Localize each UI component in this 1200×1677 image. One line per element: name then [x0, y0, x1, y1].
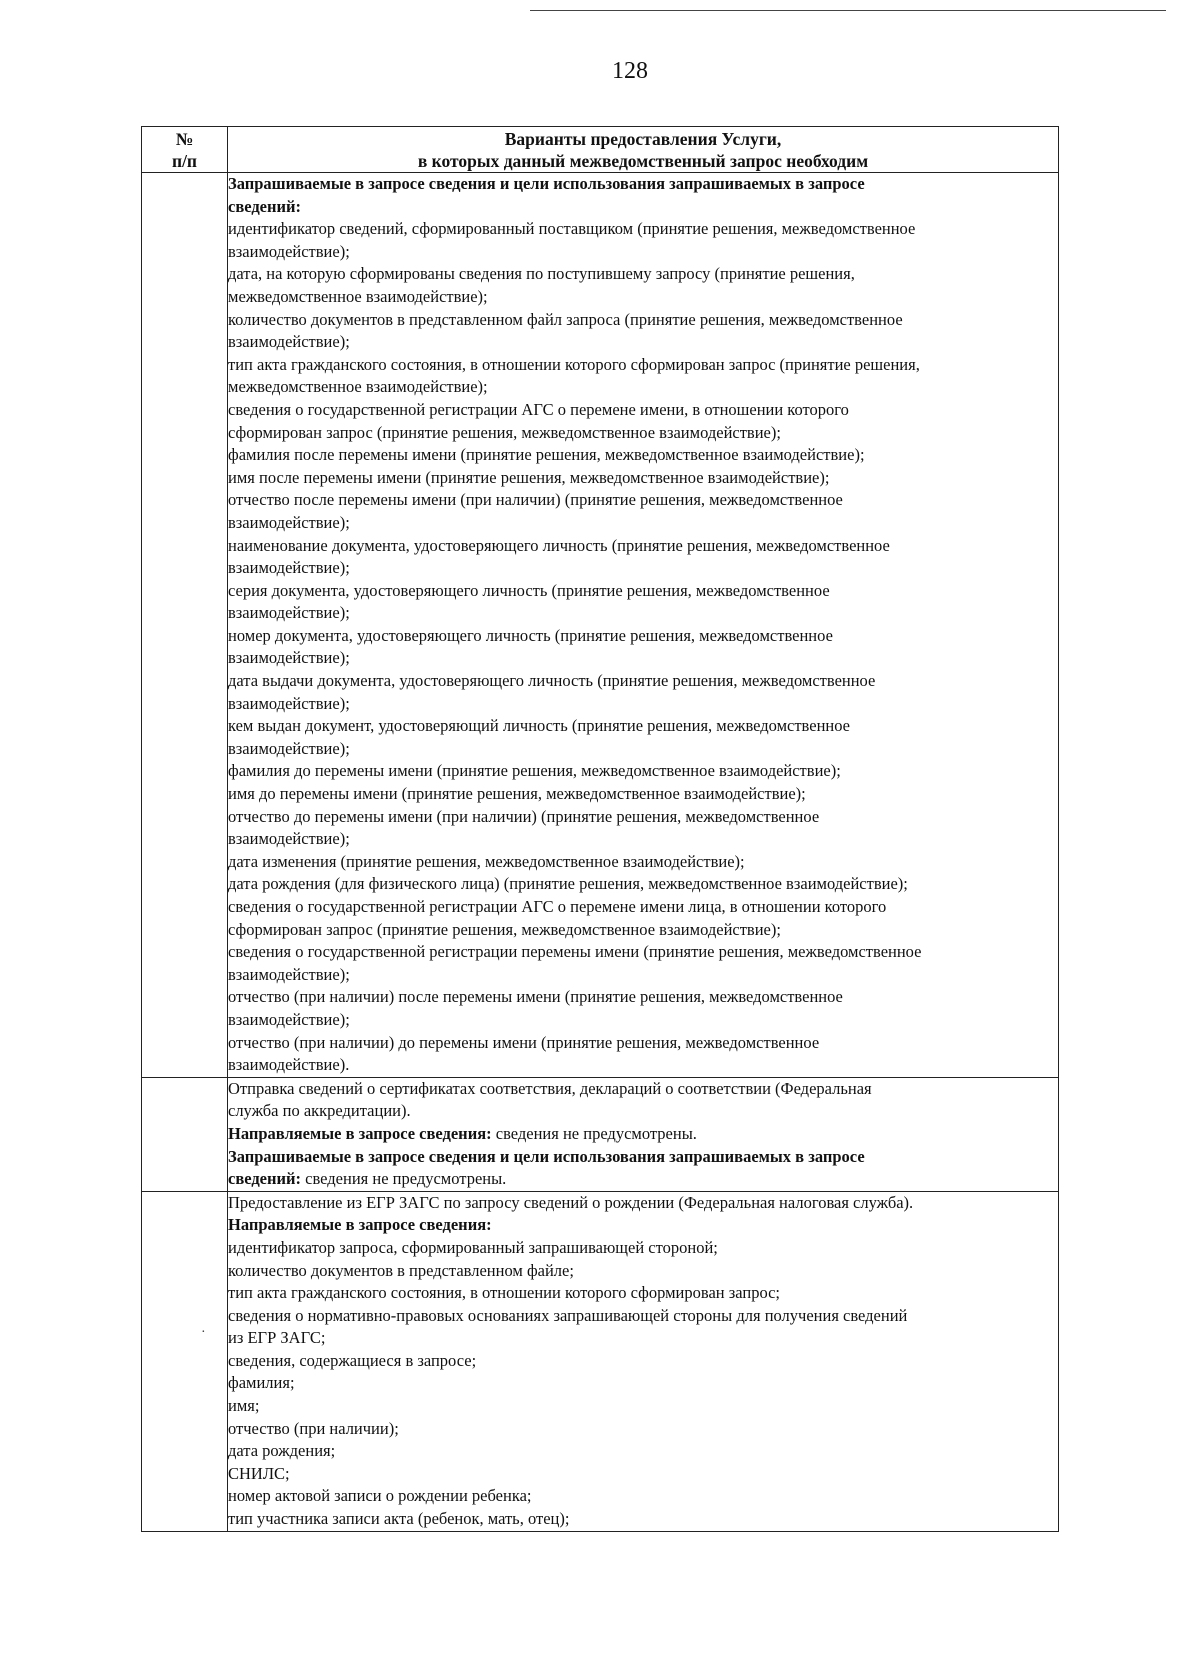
- text-line: [228, 602, 1058, 625]
- text-fragment: наименование документа, удостоверяющего личность (принятие решения, межведомственное: [228, 535, 890, 555]
- text-line: [228, 580, 1058, 603]
- top-rule: [530, 10, 1166, 11]
- text-line: [228, 625, 1058, 648]
- text-line: [228, 760, 1058, 783]
- table-header-row: [142, 127, 1059, 173]
- text-fragment: сведения о государственной регистрации перемены имени (принятие решения, межведомственное: [228, 942, 922, 962]
- text-line: [228, 1100, 1058, 1123]
- text-fragment: сведения о государственной регистрации АГС о перемене имени лица, в отношении которого: [228, 897, 887, 916]
- text-line: [228, 1237, 1058, 1260]
- stray-mark: ·: [201, 1325, 206, 1340]
- text-line: [228, 1054, 1058, 1077]
- text-fragment: взаимодействие);: [228, 603, 350, 623]
- text-line: [228, 309, 1058, 332]
- text-line: [228, 444, 1058, 467]
- text-fragment: отчество (при наличии);: [228, 1418, 399, 1438]
- text-fragment: количество документов в представленном файле;: [228, 1260, 574, 1280]
- header-number-label: п/п: [171, 151, 198, 171]
- header-variants-label: Варианты предоставления Услуги,: [504, 129, 782, 149]
- text-fragment: межведомственное взаимодействие);: [228, 377, 488, 397]
- text-line: [228, 241, 1058, 264]
- text-line: [228, 286, 1058, 309]
- text-line: [228, 263, 1058, 286]
- header-number-cell: [142, 127, 228, 173]
- text-line: [228, 489, 1058, 512]
- text-line: [228, 1214, 1058, 1237]
- text-line: [228, 1305, 1058, 1328]
- table-row: [142, 173, 1059, 1078]
- text-line: [228, 964, 1058, 987]
- text-fragment: взаимодействие);: [228, 558, 350, 578]
- text-line: [228, 919, 1058, 942]
- text-fragment: взаимодействие);: [228, 829, 350, 849]
- text-fragment: СНИЛС;: [228, 1463, 290, 1483]
- text-line: [228, 512, 1058, 535]
- text-line: [228, 331, 1058, 354]
- text-fragment: межведомственное взаимодействие);: [228, 286, 488, 306]
- text-line: [228, 851, 1058, 874]
- text-line: [228, 1350, 1058, 1373]
- text-line: [228, 1123, 1058, 1146]
- row-number-cell: [142, 1077, 228, 1191]
- row-number-cell: [142, 173, 228, 1078]
- text-line: [228, 670, 1058, 693]
- text-fragment: дата выдачи документа, удостоверяющего личность (принятие решения, межведомственное: [228, 671, 876, 691]
- text-line: [228, 873, 1058, 896]
- text-fragment: взаимодействие);: [228, 693, 350, 713]
- text-fragment: сформирован запрос (принятие решения, межведомственное взаимодействие);: [228, 919, 781, 939]
- text-fragment: служба по аккредитации).: [228, 1101, 411, 1121]
- bold-label: Запрашиваемые в запросе сведения и цели использования запрашиваемых в запросе: [228, 174, 865, 193]
- text-line: [228, 218, 1058, 241]
- bold-label: Направляемые в запросе сведения:: [228, 1123, 492, 1143]
- bold-label: Запрашиваемые в запросе сведения и цели использования запрашиваемых в запросе: [228, 1146, 865, 1166]
- text-line: [228, 806, 1058, 829]
- row-content-cell: [228, 1077, 1059, 1191]
- text-line: [228, 1192, 1058, 1215]
- text-line: [228, 422, 1058, 445]
- page-number: 128: [612, 58, 648, 84]
- text-line: [228, 1282, 1058, 1305]
- header-variants-cell: [228, 127, 1059, 173]
- text-fragment: имя;: [228, 1396, 260, 1416]
- text-fragment: взаимодействие);: [228, 648, 350, 668]
- text-fragment: тип акта гражданского состояния, в отношении которого сформирован запрос;: [228, 1283, 781, 1303]
- text-fragment: номер документа, удостоверяющего личность (принятие решения, межведомственное: [228, 625, 833, 645]
- text-line: [228, 828, 1058, 851]
- row-content-cell: [228, 173, 1059, 1078]
- text-fragment: взаимодействие);: [228, 241, 350, 261]
- text-fragment: идентификатор сведений, сформированный поставщиком (принятие решения, межведомственное: [228, 219, 916, 239]
- text-fragment: дата изменения (принятие решения, межведомственное взаимодействие);: [228, 851, 745, 871]
- text-fragment: отчество после перемены имени (при наличии) (принятие решения, межведомственное: [228, 490, 843, 510]
- text-fragment: взаимодействие).: [228, 1055, 350, 1075]
- text-line: [228, 376, 1058, 399]
- text-fragment: сведения о нормативно-правовых основаниях запрашивающей стороны для получения сведений: [228, 1305, 908, 1325]
- bold-label: сведений:: [228, 196, 302, 216]
- text-fragment: сведения не предусмотрены.: [301, 1169, 507, 1189]
- bold-label: Направляемые в запросе сведения:: [228, 1215, 492, 1235]
- text-line: [228, 1508, 1058, 1531]
- text-line: [228, 1485, 1058, 1508]
- document-table: [141, 126, 1059, 1532]
- text-fragment: дата рождения;: [228, 1441, 336, 1461]
- text-fragment: взаимодействие);: [228, 1009, 350, 1029]
- text-line: [228, 941, 1058, 964]
- text-fragment: тип участника записи акта (ребенок, мать, отец);: [228, 1509, 570, 1529]
- text-fragment: номер актовой записи о рождении ребенка;: [228, 1486, 532, 1506]
- text-line: [228, 196, 1058, 219]
- text-fragment: фамилия после перемены имени (принятие решения, межведомственное взаимодействие);: [228, 445, 865, 465]
- text-fragment: фамилия;: [228, 1373, 295, 1393]
- text-fragment: дата рождения (для физического лица) (принятие решения, межведомственное взаимодействие);: [228, 874, 908, 894]
- text-line: [228, 399, 1058, 422]
- text-fragment: тип акта гражданского состояния, в отношении которого сформирован запрос (принятие решения,: [228, 354, 920, 374]
- text-fragment: количество документов в представленном файл запроса (принятие решения, межведомственное: [228, 309, 903, 329]
- text-line: [228, 783, 1058, 806]
- text-fragment: сформирован запрос (принятие решения, межведомственное взаимодействие);: [228, 422, 781, 442]
- text-line: [228, 1146, 1058, 1169]
- text-fragment: сведения, содержащиеся в запросе;: [228, 1350, 477, 1370]
- table-row: [142, 1077, 1059, 1191]
- text-fragment: сведения о государственной регистрации АГС о перемене имени, в отношении которого: [228, 399, 849, 419]
- text-line: [228, 715, 1058, 738]
- text-fragment: взаимодействие);: [228, 964, 350, 984]
- text-line: [228, 1078, 1058, 1101]
- text-line: [228, 1395, 1058, 1418]
- header-number-label: №: [175, 129, 194, 149]
- text-fragment: отчество до перемены имени (при наличии) (принятие решения, межведомственное: [228, 806, 820, 826]
- table-row: [142, 1191, 1059, 1531]
- text-fragment: серия документа, удостоверяющего личность (принятие решения, межведомственное: [228, 580, 830, 600]
- bold-label: сведений:: [228, 1169, 302, 1189]
- text-line: [228, 354, 1058, 377]
- row-content-cell: [228, 1191, 1059, 1531]
- text-fragment: из ЕГР ЗАГС;: [228, 1328, 326, 1348]
- text-fragment: отчество (при наличии) до перемены имени (принятие решения, межведомственное: [228, 1032, 820, 1052]
- text-line: [228, 1418, 1058, 1441]
- header-variants-label: в которых данный межведомственный запрос необходим: [417, 151, 869, 171]
- text-fragment: отчество (при наличии) после перемены имени (принятие решения, межведомственное: [228, 987, 843, 1007]
- text-line: [228, 1009, 1058, 1032]
- text-line: [228, 1463, 1058, 1486]
- text-line: [228, 738, 1058, 761]
- text-line: [228, 693, 1058, 716]
- text-fragment: взаимодействие);: [228, 738, 350, 758]
- text-fragment: дата, на которую сформированы сведения по поступившему запросу (принятие решения,: [228, 264, 855, 284]
- text-fragment: взаимодействие);: [228, 512, 350, 532]
- text-fragment: взаимодействие);: [228, 332, 350, 352]
- text-line: [228, 986, 1058, 1009]
- text-fragment: кем выдан документ, удостоверяющий личность (принятие решения, межведомственное: [228, 716, 851, 736]
- text-line: [228, 647, 1058, 670]
- text-fragment: имя после перемены имени (принятие решения, межведомственное взаимодействие);: [228, 467, 830, 487]
- row-number-cell: [142, 1191, 228, 1531]
- text-fragment: фамилия до перемены имени (принятие решения, межведомственное взаимодействие);: [228, 761, 841, 781]
- text-line: [228, 1440, 1058, 1463]
- table-body: [142, 173, 1059, 1532]
- text-line: [228, 1032, 1058, 1055]
- text-fragment: сведения не предусмотрены.: [491, 1123, 697, 1143]
- text-line: [228, 557, 1058, 580]
- text-line: [228, 173, 1058, 196]
- text-line: [228, 1327, 1058, 1350]
- text-line: [228, 1168, 1058, 1191]
- text-fragment: идентификатор запроса, сформированный запрашивающей стороной;: [228, 1237, 718, 1257]
- text-line: [228, 535, 1058, 558]
- text-fragment: имя до перемены имени (принятие решения, межведомственное взаимодействие);: [228, 784, 806, 804]
- text-fragment: Отправка сведений о сертификатах соответствия, деклараций о соответствии (Федеральная: [228, 1078, 872, 1098]
- text-line: [228, 1372, 1058, 1395]
- text-fragment: Предоставление из ЕГР ЗАГС по запросу сведений о рождении (Федеральная налоговая служба).: [228, 1192, 914, 1212]
- text-line: [228, 896, 1058, 919]
- text-line: [228, 467, 1058, 490]
- text-line: [228, 1260, 1058, 1283]
